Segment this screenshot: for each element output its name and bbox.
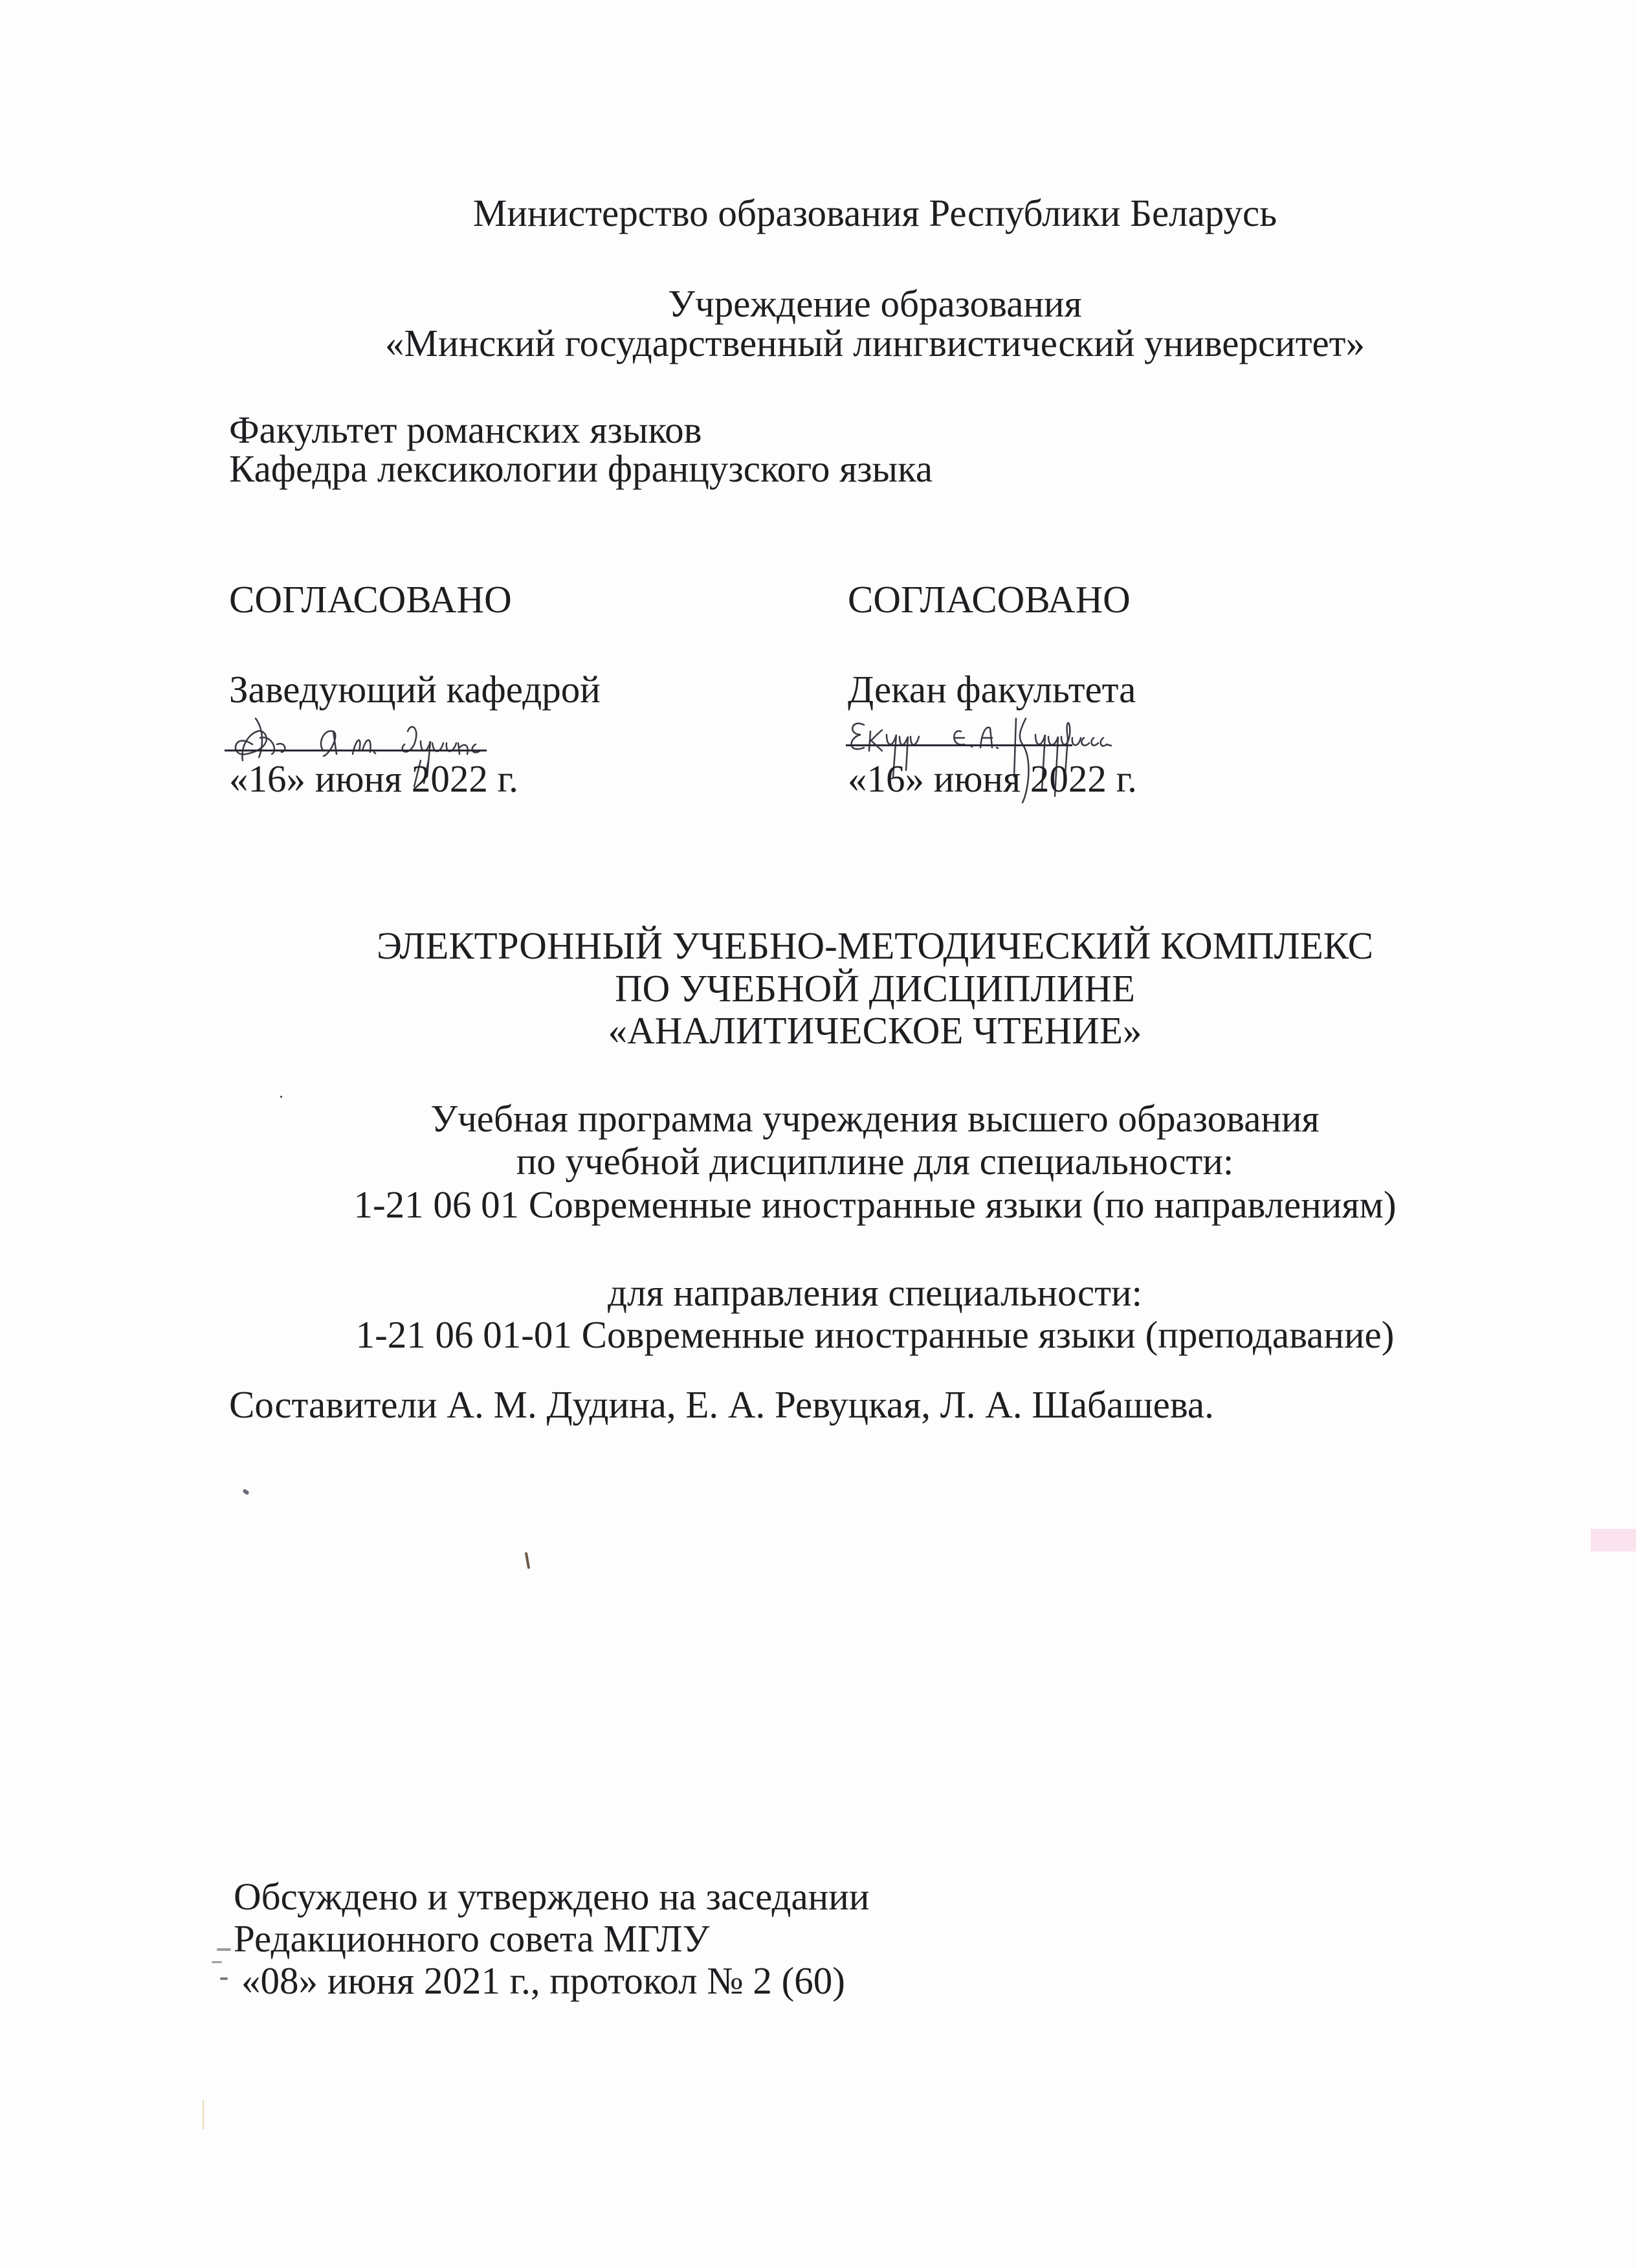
approval-date: «16» июня 2022 г. — [229, 757, 518, 800]
authors: Составители А. М. Дудина, Е. А. Ревуцкая, Л. А. Шабашева. — [229, 1383, 1214, 1426]
program-line-2: по учебной дисциплине для специальности: — [516, 1140, 1234, 1183]
scan-speck — [220, 1977, 228, 1980]
department-name: Кафедра лексикологии французского языка — [229, 447, 933, 490]
scan-speck — [217, 1948, 231, 1951]
direction-label: для направления специальности: — [608, 1271, 1142, 1314]
scan-speck — [280, 1096, 282, 1098]
direction: 1-21 06 01-01 Современные иностранные языки (преподавание) — [355, 1313, 1395, 1356]
scan-speck — [242, 1489, 250, 1496]
approval-note-line-1: Обсуждено и утверждено на заседании — [234, 1875, 870, 1918]
approval-date: «16» июня 2022 г. — [848, 757, 1137, 800]
program-line-1: Учебная программа учреждения высшего образования — [430, 1097, 1320, 1140]
approver-position: Декан факультета — [848, 668, 1136, 711]
institution-type: Учреждение образования — [668, 282, 1082, 325]
signature-line — [225, 750, 487, 751]
specialty: 1-21 06 01 Современные иностранные языки (по направлениям) — [353, 1183, 1397, 1226]
approval-heading: СОГЛАСОВАНО — [848, 578, 1131, 621]
approver-position: Заведующий кафедрой — [229, 668, 601, 711]
scan-speck — [525, 1552, 530, 1569]
university-name: «Минский государственный лингвистический университет» — [385, 322, 1365, 364]
ministry-name: Министерство образования Республики Беларусь — [472, 192, 1277, 234]
scan-speck — [1591, 1529, 1636, 1551]
scan-speck — [212, 1961, 222, 1963]
document-title-line-3: «АНАЛИТИЧЕСКОЕ ЧТЕНИЕ» — [608, 1009, 1142, 1052]
signature-line — [846, 744, 1072, 746]
approval-note-line-2: Редакционного совета МГЛУ — [234, 1917, 710, 1960]
document-title-line-1: ЭЛЕКТРОННЫЙ УЧЕБНО-МЕТОДИЧЕСКИЙ КОМПЛЕКС — [377, 924, 1373, 967]
document-title-line-2: ПО УЧЕБНОЙ ДИСЦИПЛИНЕ — [615, 967, 1135, 1010]
scan-speck — [203, 2100, 204, 2129]
approval-note-line-3: «08» июня 2021 г., протокол № 2 (60) — [241, 1959, 845, 2002]
faculty-name: Факультет романских языков — [229, 408, 702, 451]
approval-heading: СОГЛАСОВАНО — [229, 578, 512, 621]
